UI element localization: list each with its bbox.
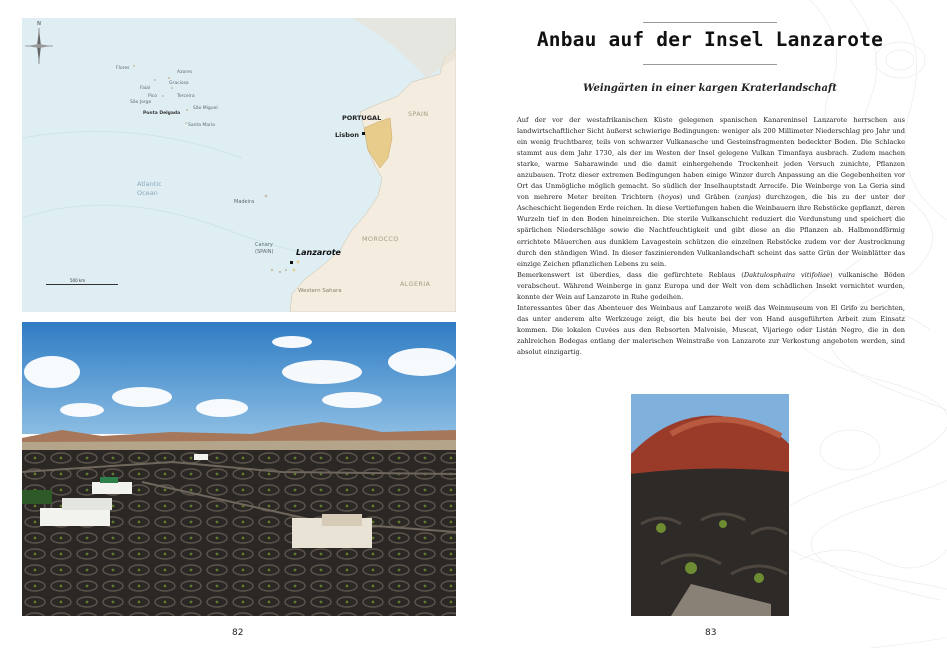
label-western-sahara: Western Sahara (298, 288, 342, 294)
page-number-right: 83 (705, 628, 717, 638)
scale-bar (46, 284, 118, 285)
label-algeria: ALGERIA (400, 280, 431, 288)
label-madeira: Madeira (234, 199, 255, 205)
title-rule-bottom (643, 64, 777, 65)
article-body (517, 115, 905, 358)
label-santa-maria: Santa Maria (188, 123, 215, 128)
label-flores: Flores (116, 66, 130, 71)
volcano-vineyard-photo (631, 394, 789, 616)
label-lisbon: Lisbon (335, 131, 359, 139)
map-illustration (22, 18, 456, 312)
label-azores: Azores (177, 70, 193, 75)
label-atlantic-ocean: Atlantic Ocean (137, 180, 162, 197)
vineyard-aerial-photo (22, 322, 456, 616)
label-canary: Canary (SPAIN) (255, 242, 274, 255)
title-rule-top (643, 22, 777, 23)
label-ponta-delgada: Ponta Delgada (143, 111, 181, 116)
label-lanzarote: Lanzarote (296, 248, 341, 257)
compass-rose-icon (22, 18, 56, 68)
map-graphic (22, 18, 456, 312)
page-number-left: 82 (232, 628, 244, 638)
page-title: Anbau auf der Insel Lanzarote (536, 28, 884, 51)
label-morocco: MOROCCO (362, 235, 399, 243)
label-sao-jorge: São Jorge (130, 100, 152, 105)
label-graciosa: Graciosa (169, 81, 189, 86)
label-terceira: Terceira (177, 94, 195, 99)
label-spain: SPAIN (408, 110, 429, 118)
label-pico: Pico (148, 94, 158, 99)
page-subtitle: Weingärten in einer kargen Kraterlandschaft (583, 83, 837, 94)
paragraph-3: Interessantes über das Abenteuer des Weinbaus auf Lanzarote weiß das Weinmuseum von El Grifo zu berichten, das unter anderem alte Werkzeuge zeigt, die bis heute bei der von Hand ausgeführten Arbeit zum Einsatz kommen. Die lokalen Cuvées aus den Rebsorten Malvoisie, Muscat, Vijariego oder Listán Negro, die in den zahlreichen Bodegas entlang der malerischen Weinstraße von Lanzarote zur Verkostung angeboten werden, sind absolut einzigartig. (517, 303, 905, 356)
scale-label: 500 km (70, 278, 86, 283)
label-portugal: PORTUGAL (342, 114, 382, 122)
paragraph-2: Bemerkenswert ist überdies, dass die gefürchtete Reblaus (Daktulosphaira vitifoliae) vulkanische Böden verabscheut. Während Weinberge in ganz Europa und der Welt von dem schädlichen Insekt vernichtet wurden, konnte der Wein auf Lanzarote in Ruhe gedeihen. (517, 270, 906, 301)
label-faial: Faial (140, 86, 151, 91)
paragraph-1: Auf der vor der westafrikanischen Küste gelegenen spanischen Kanareninsel Lanzarote herrschen aus landwirtschaftlicher Sicht äußerst schwierige Bedingungen: weniger als 200 Millimeter Niederschlag pro Jahr und ein wenig fruchtbarer, teils von schwarzer Vulkanasche und Gesteinsfragmenten bedeckter Boden. Die Schlacke stammt aus dem Jahr 1730, als der im Westen der Insel gelegene Vulkan Timanfaya ausbrach. Zudem machen starke, warme Saharawinde und die damit einhergehende Trockenheit jeden Versuch zunichte, Pflanzen anzubauen. Trotz dieser extremen Bedingungen haben einige Winzer durch Anpassung an die Gegebenheiten vor Ort das Unmögliche möglich gemacht. So südlich der Inselhauptstadt Arrecife. Die Weinberge von La Geria sind von mehrere Meter breiten Trichtern (hoyos) und Gräben (zanjas) durchzogen, die bis zu der unter der Ascheschicht liegenden Erde reichen. In diese Vertiefungen haben die Weinbauern ihre Rebstöcke gepflanzt, deren Wurzeln tief in den Boden hineinreichen. Die sterile Vulkanschicht reduziert die Verdunstung und speichert die spärlichen Niederschläge sowie die Nachtfeuchtigkeit und gibt diese an die Pflanzen ab. Halbmondförmig errichtete Mäuerchen aus dunklem Lavagestein schützen die einzelnen Rebstöcke zudem vor der Austrocknung durch den ständigen Wind. In dieser faszinierenden Vulkanlandschaft scheint das satte Grün der Weinblätter das einzige Zeichen pflanzlichen Lebens zu sein. (517, 116, 905, 268)
label-sao-miguel: São Miguel (193, 106, 218, 111)
compass-n-label: N (37, 21, 41, 27)
